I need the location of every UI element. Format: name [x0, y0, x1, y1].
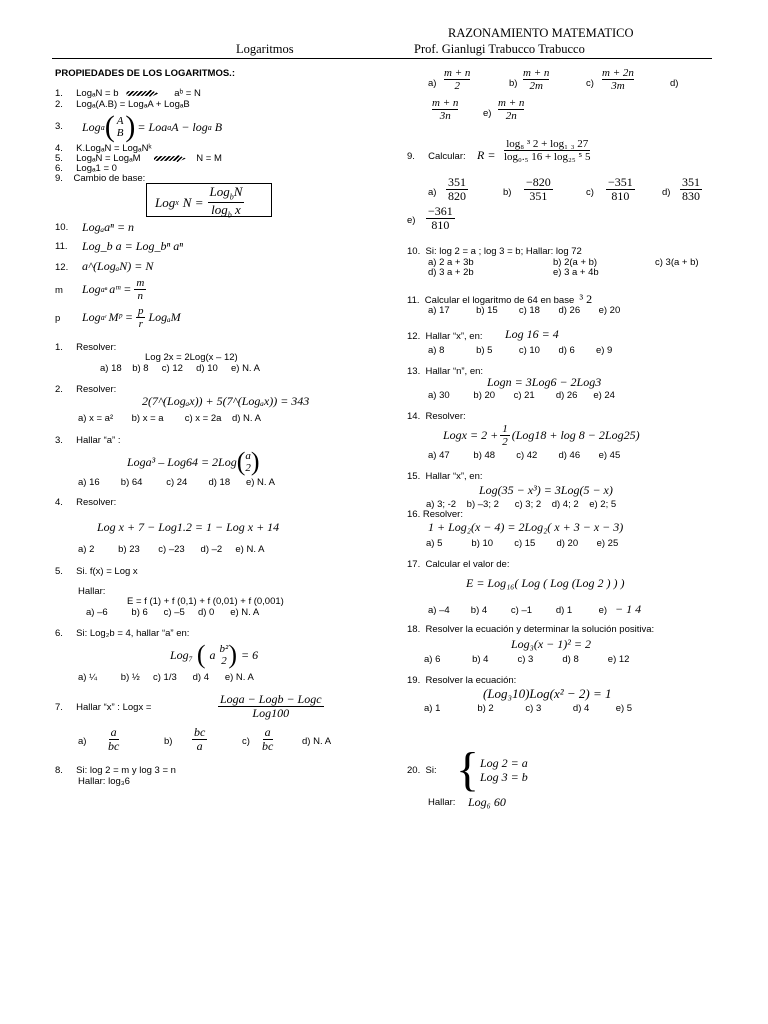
q20-equation-3: Log₆ 60: [468, 795, 506, 809]
q8-option-e: $\frac{m + n}{2n}$: [498, 97, 525, 123]
q8-option-a-label: a): [428, 78, 437, 89]
q1-label: 1. Resolver:: [55, 342, 117, 353]
q14-equation: Logx = 2 + $\frac{1}{2}$ (Log18 + log 8 − 2Log25): [443, 423, 640, 449]
q7-option-b: $\frac{bc}{a}$: [194, 725, 206, 754]
q2-options: a) x = a² b) x = a c) x = 2a d) N. A: [78, 413, 261, 424]
q6-equation: Log₇ ( a b² 2 ) = 6: [170, 640, 259, 669]
property-11-num: 11.: [55, 241, 68, 252]
q7-option-c-label: c): [242, 736, 250, 747]
q4-equation: Log x + 7 − Log1.2 = 1 − Log x + 14: [97, 520, 280, 534]
properties-title: PROPIEDADES DE LOS LOGARITMOS.:: [55, 68, 235, 79]
property-11: Log_b a = Log_bⁿ aⁿ: [82, 239, 184, 253]
q7-label: 7. Hallar “x” : Logx =: [55, 702, 152, 713]
q8-option-c-label: c): [586, 78, 594, 89]
q3-label: 3. Hallar “a” :: [55, 435, 121, 446]
property-5: 5. LogₐN = LogₐM N = M: [55, 153, 222, 164]
q13-equation: Logn = 3Log6 − 2Log3: [487, 375, 602, 389]
q4-options: a) 2 b) 23 c) –23 d) –2 e) N. A: [78, 544, 265, 555]
q12-options: a) 8 b) 5 c) 10 d) 6 e) 9: [428, 345, 613, 356]
header-rule: [52, 58, 712, 59]
property-10-num: 10.: [55, 222, 69, 233]
q15-options: a) 3; -2 b) –3; 2 c) 3; 2 d) 4; 2 e) 2; 5: [426, 499, 617, 510]
q2-label: 2. Resolver:: [55, 384, 117, 395]
q8-sub: Hallar: log₃6: [78, 776, 130, 787]
q9-label: 9. Calcular:: [407, 151, 466, 162]
q4-label: 4. Resolver:: [55, 497, 117, 508]
q10-option-d: d) 3 a + 2b: [428, 267, 474, 278]
q13-label: 13. Hallar “n”, en:: [407, 366, 484, 377]
property-13-num: m: [55, 285, 63, 296]
q7-option-b-label: b): [164, 736, 173, 747]
q3-options: a) 16 b) 64 c) 24 d) 18 e) N. A: [78, 477, 275, 488]
q7-option-a: $\frac{a}{bc}$: [108, 725, 120, 754]
q9-option-b-label: b): [503, 187, 512, 198]
q20-sub: Hallar:: [428, 797, 456, 808]
q9-option-a-label: a): [428, 187, 437, 198]
q16-equation: 1 + Log₂(x − 4) = 2Log₂( x + 3 − x − 3): [428, 520, 624, 534]
q19-equation: (Log₃10)Log(x² − 2) = 1: [483, 686, 612, 701]
q8-option-e-label: e): [483, 108, 492, 119]
q9-option-e: $\frac{-361}{810}$: [428, 204, 453, 233]
q20-label: 20. Si:: [407, 765, 437, 776]
q6-options: a) ¼ b) ½ c) 1/3 d) 4 e) N. A: [78, 672, 254, 683]
q11-options: a) 17 b) 15 c) 18 d) 26 e) 20: [428, 305, 621, 316]
q18-label: 18. Resolver la ecuación y determinar la solución positiva:: [407, 624, 655, 635]
q5-equation: E = f (1) + f (0,1) + f (0,01) + f (0,001): [127, 596, 284, 607]
property-14: Log aʳ Mᵖ = $\frac{p}{r}$ LogₐM: [82, 305, 181, 331]
change-of-base-formula: Log x N = Log$_b$N $\log_b x$: [155, 184, 243, 220]
professor-name: Prof. Gianlugi Trabucco Trabucco: [414, 42, 585, 56]
q13-options: a) 30 b) 20 c) 21 d) 26 e) 24: [428, 390, 615, 401]
q15-equation: Log(35 − x³) = 3Log(5 − x): [479, 483, 613, 497]
property-1: 1. LogₐN = b aᵇ = N: [55, 88, 201, 99]
q16-label: 16. Resolver:: [407, 509, 463, 520]
property-12: a^(LogₐN) = N: [82, 259, 154, 273]
property-12-num: 12.: [55, 262, 69, 273]
implies-arrow-icon: [154, 154, 186, 162]
q10-option-b: b) 2(a + b): [553, 257, 598, 268]
q1-equation: Log 2x = 2Log(x – 12): [145, 352, 238, 363]
topic-title: Logaritmos: [236, 42, 294, 56]
q19-label: 19. Resolver la ecuación:: [407, 675, 517, 686]
q17-label: 17. Calcular el valor de:: [407, 559, 510, 570]
q7-option-a-label: a): [78, 736, 87, 747]
q14-label: 14. Resolver:: [407, 411, 466, 422]
q8-option-a: $\frac{m + n}{2}$: [444, 67, 471, 93]
q5-label: 5. Si. f(x) = Log x: [55, 566, 138, 577]
q9-option-c: $\frac{-351}{810}$: [608, 175, 633, 204]
property-3-num: 3.: [55, 121, 63, 132]
q9-option-d: $\frac{351}{830}$: [682, 175, 700, 204]
q9-option-c-label: c): [586, 187, 594, 198]
q8-option-c: $\frac{m + 2n}{3m}$: [602, 67, 634, 93]
property-10: Logₐaⁿ = n: [82, 220, 135, 234]
q9-R: R =: [477, 148, 496, 162]
q7-option-d: d) N. A: [302, 736, 332, 747]
q10-option-a: a) 2 a + 3b: [428, 257, 474, 268]
q20-equation-1: Log 2 = a: [480, 756, 528, 770]
q8-option-d-label: d): [670, 78, 679, 89]
q9-fraction: $\frac{\text{log₈ ³ 2 + log₁ ₃ 27}}{\text{log₀.₅ 16 + log₂₅ ⁵ 5}}$: [504, 138, 591, 164]
q7-option-c: $\frac{a}{bc}$: [262, 725, 274, 754]
property-13: Log aⁿ aᵐ = $\frac{m}{n}$: [82, 277, 145, 303]
q12-equation: Log 16 = 4: [505, 327, 559, 341]
q17-equation: E = Log₁₆( Log ( Log (Log 2 ) ) ): [466, 576, 625, 590]
implies-arrow-icon: [126, 89, 158, 97]
q16-options: a) 5 b) 10 c) 15 d) 20 e) 25: [426, 538, 619, 549]
q5-sub: Hallar:: [78, 586, 106, 597]
q2-equation: 2(7^(Logₐx)) + 5(7^(Logₐx)) = 343: [142, 394, 310, 408]
q11-label: 11. Calcular el logaritmo de 64 en base ³ 2: [407, 292, 593, 306]
q7-fraction: Loga − Logb − Logc Log100: [220, 692, 322, 721]
q8-option-d: $\frac{m + n}{3n}$: [432, 97, 459, 123]
q17-options: a) –4 b) 4 c) –1 d) 1 e) − 1 4: [428, 602, 642, 616]
system-brace-icon: {: [456, 743, 480, 796]
q9-option-a: $\frac{351}{820}$: [448, 175, 466, 204]
q8-label: 8. Si: log 2 = m y log 3 = n: [55, 765, 176, 776]
q15-label: 15. Hallar “x”, en:: [407, 471, 483, 482]
property-6: 6. Logₐ1 = 0: [55, 163, 117, 174]
q1-options: a) 18 b) 8 c) 12 d) 10 e) N. A: [100, 363, 261, 374]
property-3: Log a ( A B ) = Loa a A − log a B: [82, 110, 223, 143]
q8-option-b: $\frac{m + n}{2m}$: [523, 67, 550, 93]
q9-option-d-label: d): [662, 187, 671, 198]
q18-equation: Log₃(x − 1)² = 2: [511, 637, 591, 651]
q9-option-e-label: e): [407, 215, 416, 226]
q18-options: a) 6 b) 4 c) 3 d) 8 e) 12: [424, 654, 630, 665]
q10-option-e: e) 3 a + 4b: [553, 267, 599, 278]
course-title: RAZONAMIENTO MATEMATICO: [448, 26, 634, 40]
property-2: 2. Logₐ(A.B) = LogₐA + LogₐB: [55, 99, 190, 110]
q14-options: a) 47 b) 48 c) 42 d) 46 e) 45: [428, 450, 621, 461]
property-9: 9. Cambio de base:: [55, 173, 146, 184]
q8-option-b-label: b): [509, 78, 518, 89]
property-4: 4. K.LogₐN = LogₐNᵏ: [55, 143, 152, 154]
q20-equation-2: Log 3 = b: [480, 770, 528, 784]
q12-label: 12. Hallar “x”, en:: [407, 331, 483, 342]
q10-label: 10. Si: log 2 = a ; log 3 = b; Hallar: log 72: [407, 246, 582, 257]
q3-equation: Loga³ – Log64 = 2Log ( a 2 ): [127, 447, 260, 476]
q19-options: a) 1 b) 2 c) 3 d) 4 e) 5: [424, 703, 633, 714]
q5-options: a) –6 b) 6 c) –5 d) 0 e) N. A: [86, 607, 260, 618]
q10-option-c: c) 3(a + b): [655, 257, 699, 268]
q6-label: 6. Si: Log₂b = 4, hallar “a” en:: [55, 628, 190, 639]
property-14-num: p: [55, 313, 61, 324]
q9-option-b: $\frac{-820}{351}$: [526, 175, 551, 204]
